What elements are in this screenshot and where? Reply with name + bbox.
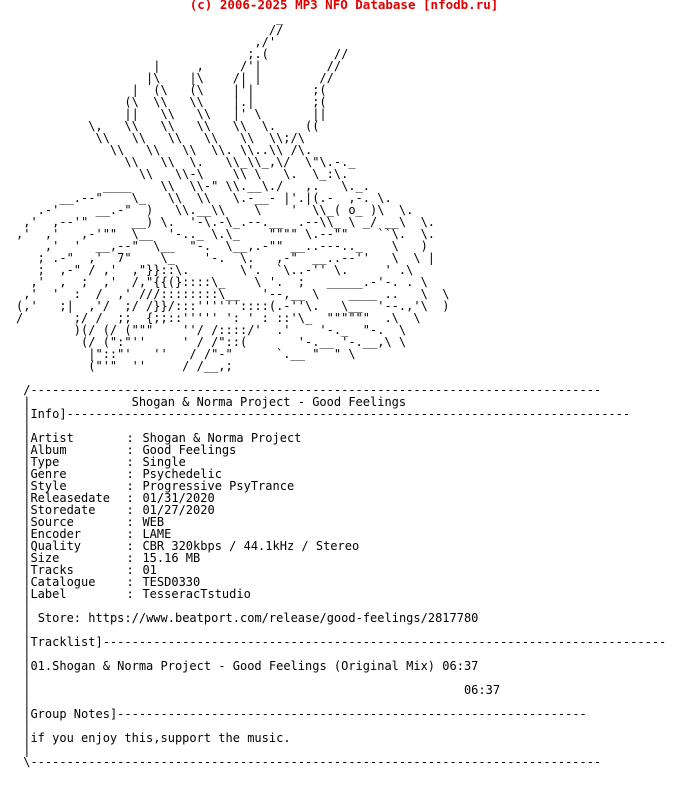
info-label: Genre	[30, 467, 67, 481]
total-duration: 06:37	[463, 683, 501, 697]
info-separator: :	[126, 539, 134, 553]
info-value: Psychedelic	[142, 467, 222, 481]
info-separator: :	[126, 443, 134, 457]
info-row: |Style : Progressive PsyTrance	[16, 479, 295, 493]
info-separator: :	[126, 467, 134, 481]
section-notes-label: Group Notes	[30, 707, 110, 721]
info-value: TESD0330	[142, 575, 201, 589]
info-label: Source	[30, 515, 74, 529]
info-label: Storedate	[30, 503, 96, 517]
info-value: 01/27/2020	[142, 503, 215, 517]
info-separator: :	[126, 455, 134, 469]
info-value: 01	[142, 563, 157, 577]
info-value: TesseracTstudio	[142, 587, 251, 601]
info-label: Encoder	[30, 527, 82, 541]
info-label: Type	[30, 455, 60, 469]
info-row: |Tracks : 01	[16, 563, 157, 577]
section-info-label: Info	[30, 407, 60, 421]
info-value: 15.16 MB	[142, 551, 201, 565]
info-row: |Artist : Shogan & Norma Project	[16, 431, 302, 445]
info-label: Releasedate	[30, 491, 110, 505]
info-separator: :	[126, 575, 134, 589]
info-separator: :	[126, 431, 134, 445]
info-separator: :	[126, 515, 134, 529]
info-row: |Album : Good Feelings	[16, 443, 237, 457]
info-separator: :	[126, 503, 134, 517]
info-fields	[16, 431, 359, 601]
site-header: (c) 2006-2025 MP3 NFO Database [nfodb.ru]	[189, 0, 499, 12]
track-duration: 06:37	[442, 659, 479, 673]
section-tracklist-label: Tracklist	[30, 635, 96, 649]
info-separator: :	[126, 563, 134, 577]
info-row: |Source : WEB	[16, 515, 165, 529]
ascii-art-logo: _ // ,/' ;.( // | , /'| // |\ |\ /| | // | (\ (\ |'| ;( (\ \\ \\ |.| ;( || \\ \\ |' \ || \, \\ \\ \\ \\ \. (( \\ \\ \\ \\ \\ \\;/\ \\ \\ \\ \\. \\..\\ /\. \\ \\ \. \\_\\_,\/ \"\.-._ \\ \\-\ \\ \ \. \_:\. ____ \\ \\-" \\.__\./ ,. \._. __.--" \_ \\ \\ \.-__- |'.|(.- ,-. \. .-' __.-" ) \\.__\\ \ ' \\_( o_ )\ \. ,' ,--'" __) \. '-\.-\_.--.__ .--\\_ \ _/ __\ \. ,' ,' ,-'"" \__ '-.._ \.\_ """" \.--"" ``\. \. ,' ' __,--" \__ "-. \__,.-"" __..---.._ \ ) ; .-" ,' 7" \_ '-. \. ,-" __..--'' \ \ | ; ,-" / ,' ,"}}::\. \'. `\..-'' \. ' .\ ,' , ; ,' /,"{{(}::::\_ \ '. ; _____.-'-. . \ ,' ' : / ,' ///::::::::\__ '--,__ \ ____ .. \ \ (,' ;| ,'/ ;/ /}}/:::''''''::::(.-''\. \__ '--.,'\ ) / ;/ / ;; {;;::''''' ': ' : ::'\_ """""" .\ \ )(/ (/ (""" ''/ /::::/' .' '-._ "-. \ (/ (":"'' ' / /"::( '-.__ '-.__,\ \ |"::"' '' / /"-" `.__ " " \ ("'" '' / /__,;	[16, 11, 450, 373]
info-label: Album	[30, 443, 67, 457]
track-title: 01.Shogan & Norma Project - Good Feelings (Original Mix)	[30, 659, 436, 673]
info-value: CBR 320kbps / 44.1kHz / Stereo	[142, 539, 360, 553]
info-row: |Size : 15.16 MB	[16, 551, 201, 565]
info-row: |Genre : Psychedelic	[16, 467, 222, 481]
info-separator: :	[126, 551, 134, 565]
release-title: Shogan & Norma Project - Good Feelings	[131, 395, 407, 409]
info-row: |Type : Single	[16, 455, 186, 469]
info-value: 01/31/2020	[142, 491, 215, 505]
info-value: LAME	[142, 527, 172, 541]
info-row: |Catalogue : TESD0330	[16, 575, 201, 589]
info-value: Shogan & Norma Project	[142, 431, 302, 445]
info-label: Catalogue	[30, 575, 96, 589]
info-row: |Quality : CBR 320kbps / 44.1kHz / Stereo	[16, 539, 360, 553]
info-row: |Label : TesseracTstudio	[16, 587, 251, 601]
info-separator: :	[126, 479, 134, 493]
info-row: |Storedate : 01/27/2020	[16, 503, 215, 517]
info-value: WEB	[142, 515, 165, 529]
info-label: Quality	[30, 539, 82, 553]
info-separator: :	[126, 527, 134, 541]
info-label: Size	[30, 551, 60, 565]
info-value: Good Feelings	[142, 443, 237, 457]
group-notes-text: if you enjoy this,support the music.	[30, 731, 291, 745]
info-value: Single	[142, 455, 186, 469]
info-label: Tracks	[30, 563, 74, 577]
store-label: Store:	[37, 611, 82, 625]
info-label: Label	[30, 587, 67, 601]
info-label: Style	[30, 479, 67, 493]
store-link[interactable]: https://www.beatport.com/release/good-feelings/2817780	[88, 611, 479, 625]
info-label: Artist	[30, 431, 74, 445]
info-row: |Encoder : LAME	[16, 527, 172, 541]
info-separator: :	[126, 491, 134, 505]
info-value: Progressive PsyTrance	[142, 479, 295, 493]
nfo-document: _ // ,/' ;.( // | , /'| // |\ |\ /| | // | (\ (\ |'| ;( (\ \\ \\ |.| ;( || \\ \\ |' \ || \, \\ \\ \\ \\ \. (( \\ \\ \\ \\ \\ \\;/\ \\ \\ \\ \\. \\..\\ /\. \\ \\ \. \\_\\_,\/ \"\.-._ \\ \\-\ \\ \ \. \_:\. ____ \\ \\-" \\.__\./ ,. \._. __.--" \_ \\ \\ \.-__- |'.|(.- ,-. \. .-' __.-" ) \\.__\\ \ ' \\_( o_ )\ \. ,' ,--'" __) \. '-\.-\_.--.__ .--\\_ \ _/ __\ \. ,' ,' ,-'"" \__ '-.._ \.\_ """" \.--"" ``\. \. ,' ' __,--" \__ "-. \__,.-"" __..---.._ \ ) ; .-" ,' 7" \_ '-. \. ,-" __..--'' \ \ | ; ,-" / ,' ,"}}::\. \'. `\..-'' \. ' .\ ,' , ; ,' /,"{{(}::::\_ \ '. ; _____.-'-. . \ ,' ' : / ,' ///::::::::\__ '--,__ \ ____ .. \ \ (,' ;| ,'/ ;/ /}}/:::''''''::::(.-''\. \__ '--.,'\ ) / ;/ / ;; {;;::''''' ': ' : ::'\_ """""" .\ \ )(/ (/ (""" ''/ /::::/' .' '-._ "-. \ (/ (":"'' ' / /"::( '-.__ '-.__,\ \ |"::"' '' / /"-" `.__ " " \ ("'" '' / /__,; /------------------------------------------------------------------------------- | Shogan & Norma Project - Good Feelings |Info]------------------------------------------------------------------------------ | |Artist : Shogan & Norma Project |Album : Good Feelings |Type : Single |Genre : Psychedelic |Style : Progressive PsyTrance |Releasedate : 01/31/2020 |Storedate : 01/27/2020 |Source : WEB |Encoder : LAME |Quality : CBR 320kbps / 44.1kHz / Stereo |Size : 15.16 MB |Tracks : 01 |Catalogue : TESD0330 |Label : TesseracTstudio | | Store: https://www.beatport.com/release/good-feelings/2817780 | |Tracklist]------------------------------------------------------------------------------ | |01.Shogan & Norma Project - Good Feelings (Original Mix) 06:37 | | 06:37 | |Group Notes]----------------------------------------------------------------- | |if you enjoy this,support the music. | \-------------------------------------------------------------------------------	[16, 11, 667, 769]
info-row: |Releasedate : 01/31/2020	[16, 491, 215, 505]
info-separator: :	[126, 587, 134, 601]
